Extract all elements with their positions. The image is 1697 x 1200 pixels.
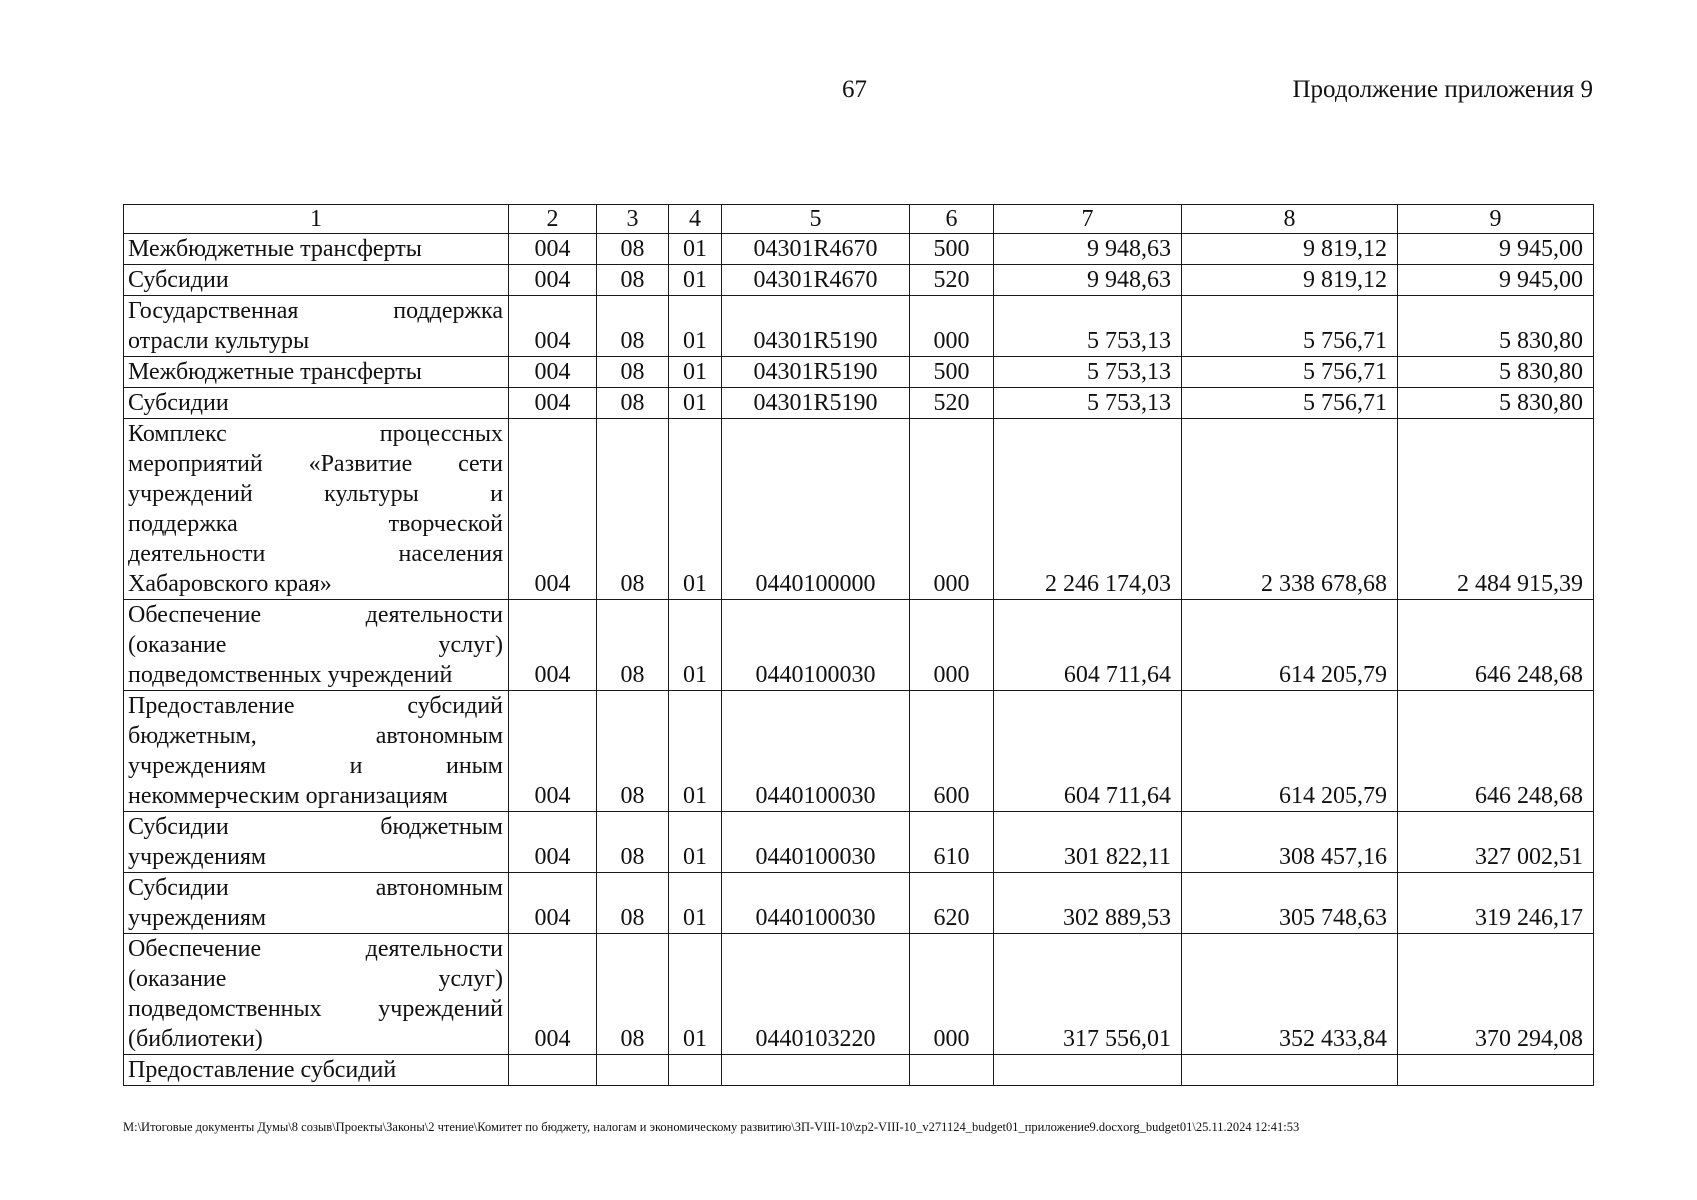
chapter-code: 004 [509,934,597,1055]
amount-year-2: 2 338 678,68 [1182,419,1398,600]
amount-year-3: 9 945,00 [1398,234,1594,265]
expense-item-name [124,812,509,873]
expense-item-name [124,691,509,812]
expense-item-name-line: Предоставление субсидий [128,693,503,719]
expense-item-name-line: (оказание услуг) [128,966,503,992]
expense-item-name-line: Субсидии [128,267,229,293]
subsection-code: 01 [669,600,722,691]
amount-year-1: 5 753,13 [994,296,1182,357]
amount-year-3: 2 484 915,39 [1398,419,1594,600]
amount-year-3: 5 830,80 [1398,357,1594,388]
amount-year-2: 614 205,79 [1182,600,1398,691]
table-body [124,234,1594,1086]
amount-year-1: 302 889,53 [994,873,1182,934]
expense-item-name-line: Комплекс процессных [128,421,503,447]
chapter-code: 004 [509,265,597,296]
amount-year-1: 9 948,63 [994,234,1182,265]
amount-year-2: 9 819,12 [1182,265,1398,296]
amount-year-2: 308 457,16 [1182,812,1398,873]
expense-item-name-line: Предоставление субсидий [128,1057,397,1083]
expense-item-name [124,1055,509,1086]
expense-type-code: 000 [910,296,994,357]
section-code: 08 [597,812,669,873]
expense-item-name-line: (библиотеки) [128,1026,263,1052]
budget-allocation-table [123,204,1594,1086]
amount-year-3: 5 830,80 [1398,388,1594,419]
subsection-code: 01 [669,388,722,419]
table-row [124,296,1594,357]
column-header: 7 [994,205,1182,234]
expense-item-name-line: бюджетным, автономным [128,723,503,749]
subsection-code: 01 [669,934,722,1055]
expense-item-name-line: Обеспечение деятельности [128,602,503,628]
column-header: 5 [722,205,910,234]
subsection-code: 01 [669,873,722,934]
chapter-code: 004 [509,600,597,691]
expense-item-name [124,234,509,265]
amount-year-3 [1398,1055,1594,1086]
subsection-code: 01 [669,812,722,873]
expense-item-name-line: (оказание услуг) [128,632,503,658]
expense-item-name [124,357,509,388]
amount-year-2: 5 756,71 [1182,296,1398,357]
amount-year-3: 9 945,00 [1398,265,1594,296]
expense-type-code: 500 [910,357,994,388]
target-article-code: 0440100030 [722,812,910,873]
target-article-code: 04301R4670 [722,265,910,296]
amount-year-3: 5 830,80 [1398,296,1594,357]
chapter-code: 004 [509,812,597,873]
chapter-code: 004 [509,419,597,600]
expense-item-name-line: Обеспечение деятельности [128,936,503,962]
expense-item-name-line: поддержка творческой [128,511,503,537]
expense-item-name-line: Межбюджетные трансферты [128,359,422,385]
footer-file-path: M:\Итоговые документы Думы\8 созыв\Проекты\Законы\2 чтение\Комитет по бюджету, налогам и экономическому развитию\ЗП-VIII-10\zp2-VIII-10_v271124_budget01_приложение9.docxorg_budget01\25.11.2024 12:41:53 [123,1120,1300,1134]
expense-type-code: 620 [910,873,994,934]
amount-year-1: 604 711,64 [994,691,1182,812]
column-number-row [124,205,1594,234]
table-row [124,691,1594,812]
chapter-code: 004 [509,691,597,812]
expense-type-code: 520 [910,265,994,296]
expense-item-name-line: Государственная поддержка [128,298,503,324]
target-article-code [722,1055,910,1086]
section-code: 08 [597,234,669,265]
target-article-code: 04301R5190 [722,357,910,388]
expense-type-code [910,1055,994,1086]
subsection-code [669,1055,722,1086]
chapter-code: 004 [509,234,597,265]
expense-item-name-line: учреждений культуры и [128,481,503,507]
amount-year-3: 646 248,68 [1398,600,1594,691]
expense-item-name-line: Субсидии автономным [128,875,503,901]
amount-year-2: 9 819,12 [1182,234,1398,265]
section-code: 08 [597,600,669,691]
appendix-continuation-note: Продолжение приложения 9 [1292,76,1593,103]
target-article-code: 0440100030 [722,600,910,691]
expense-item-name-line: подведомственных учреждений [128,662,453,688]
subsection-code: 01 [669,419,722,600]
subsection-code: 01 [669,265,722,296]
table-row [124,934,1594,1055]
expense-item-name [124,388,509,419]
chapter-code: 004 [509,357,597,388]
table-row [124,234,1594,265]
expense-item-name-line: деятельности населения [128,541,503,567]
expense-item-name [124,296,509,357]
target-article-code: 0440100000 [722,419,910,600]
expense-type-code: 600 [910,691,994,812]
column-header: 8 [1182,205,1398,234]
amount-year-1 [994,1055,1182,1086]
expense-item-name-line: Субсидии бюджетным [128,814,503,840]
expense-item-name-line: Межбюджетные трансферты [128,236,422,262]
subsection-code: 01 [669,357,722,388]
target-article-code: 04301R5190 [722,296,910,357]
expense-type-code: 000 [910,419,994,600]
chapter-code [509,1055,597,1086]
amount-year-1: 2 246 174,03 [994,419,1182,600]
amount-year-1: 604 711,64 [994,600,1182,691]
column-header: 4 [669,205,722,234]
table-row [124,265,1594,296]
expense-item-name-line: некоммерческим организациям [128,783,448,809]
amount-year-2 [1182,1055,1398,1086]
amount-year-1: 317 556,01 [994,934,1182,1055]
amount-year-2: 614 205,79 [1182,691,1398,812]
table-row [124,388,1594,419]
expense-item-name-line: учреждениям [128,844,267,870]
amount-year-2: 352 433,84 [1182,934,1398,1055]
expense-item-name [124,419,509,600]
amount-year-1: 301 822,11 [994,812,1182,873]
section-code: 08 [597,934,669,1055]
section-code: 08 [597,691,669,812]
subsection-code: 01 [669,234,722,265]
page-number: 67 [842,76,867,103]
expense-item-name-line: учреждениям [128,905,267,931]
amount-year-3: 646 248,68 [1398,691,1594,812]
amount-year-2: 5 756,71 [1182,357,1398,388]
table-row [124,357,1594,388]
section-code: 08 [597,296,669,357]
column-header: 6 [910,205,994,234]
table-row [124,1055,1594,1086]
expense-type-code: 520 [910,388,994,419]
target-article-code: 04301R5190 [722,388,910,419]
section-code: 08 [597,357,669,388]
amount-year-1: 5 753,13 [994,357,1182,388]
expense-type-code: 000 [910,600,994,691]
table-row [124,873,1594,934]
section-code: 08 [597,388,669,419]
expense-type-code: 500 [910,234,994,265]
amount-year-1: 5 753,13 [994,388,1182,419]
expense-item-name-line: учреждениям и иным [128,753,503,779]
chapter-code: 004 [509,296,597,357]
expense-item-name-line: Хабаровского края» [128,571,332,597]
amount-year-2: 305 748,63 [1182,873,1398,934]
chapter-code: 004 [509,873,597,934]
expense-item-name-line: подведомственных учреждений [128,996,503,1022]
subsection-code: 01 [669,691,722,812]
expense-item-name [124,600,509,691]
amount-year-2: 5 756,71 [1182,388,1398,419]
table-header [124,205,1594,234]
amount-year-3: 370 294,08 [1398,934,1594,1055]
target-article-code: 04301R4670 [722,234,910,265]
table-row [124,600,1594,691]
amount-year-1: 9 948,63 [994,265,1182,296]
column-header: 1 [124,205,509,234]
expense-item-name [124,934,509,1055]
chapter-code: 004 [509,388,597,419]
expense-item-name-line: Субсидии [128,390,229,416]
section-code: 08 [597,265,669,296]
table-row [124,812,1594,873]
column-header: 3 [597,205,669,234]
target-article-code: 0440100030 [722,691,910,812]
expense-type-code: 610 [910,812,994,873]
target-article-code: 0440100030 [722,873,910,934]
amount-year-3: 319 246,17 [1398,873,1594,934]
table-row [124,419,1594,600]
column-header: 9 [1398,205,1594,234]
section-code: 08 [597,873,669,934]
section-code: 08 [597,419,669,600]
expense-item-name [124,265,509,296]
expense-item-name [124,873,509,934]
section-code [597,1055,669,1086]
expense-item-name-line: мероприятий «Развитие сети [128,451,503,477]
column-header: 2 [509,205,597,234]
target-article-code: 0440103220 [722,934,910,1055]
expense-type-code: 000 [910,934,994,1055]
amount-year-3: 327 002,51 [1398,812,1594,873]
subsection-code: 01 [669,296,722,357]
expense-item-name-line: отрасли культуры [128,328,310,354]
